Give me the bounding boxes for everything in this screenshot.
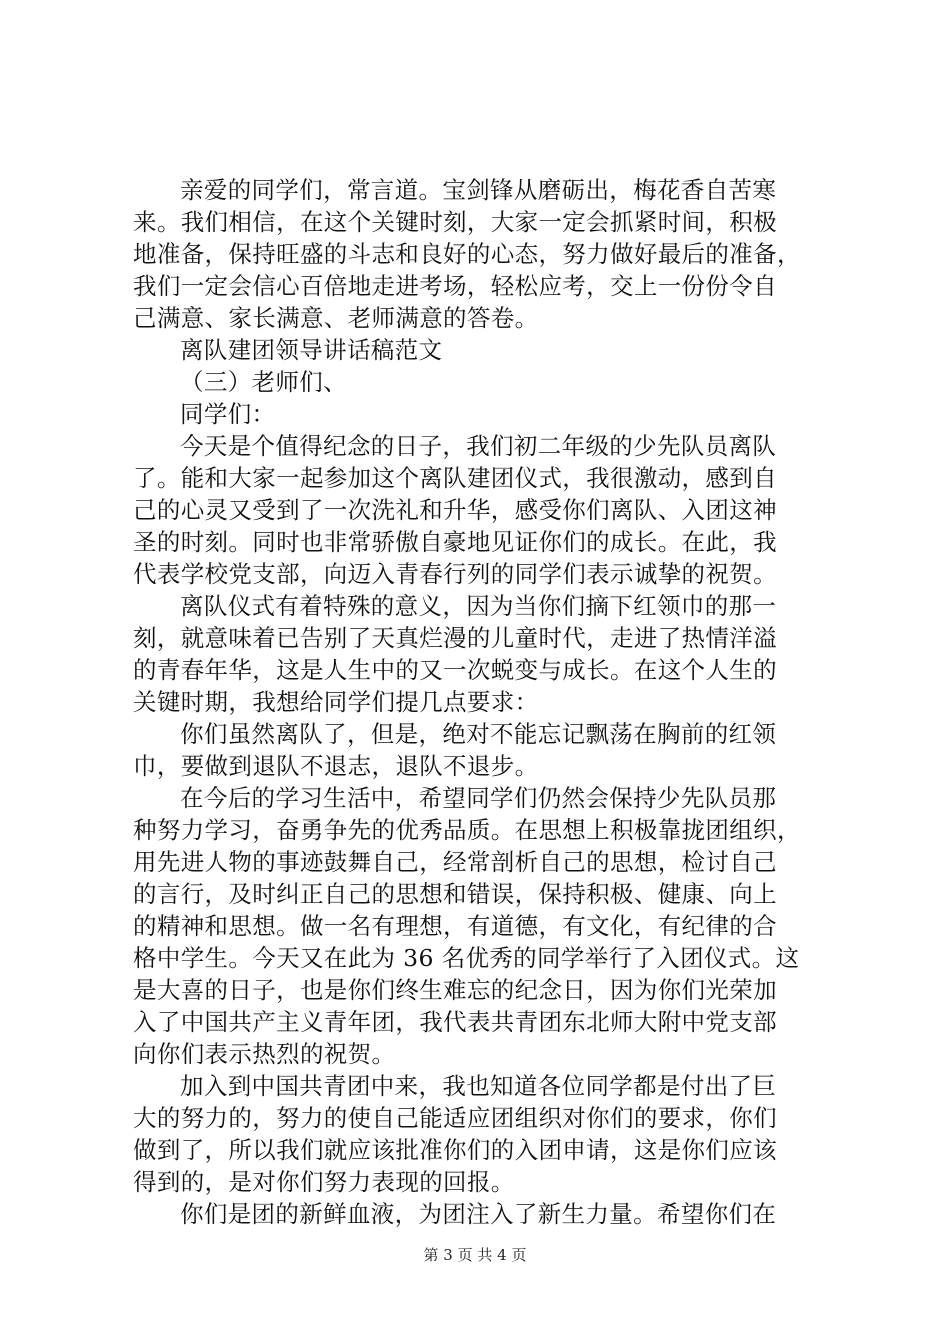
body-line: 的青春年华，这是人生中的又一次蜕变与成长。在这个人生的 <box>133 656 777 684</box>
body-line: 关键时期，我想给同学们提几点要求： <box>133 688 539 716</box>
section-subheading: （三）老师们、 <box>180 368 347 396</box>
body-line: 入了中国共产主义青年团，我代表共青团东北师大附中党支部 <box>133 1008 777 1036</box>
body-line: 刻，就意味着已告别了天真烂漫的儿童时代，走进了热情洋溢 <box>133 624 777 652</box>
body-line: 你们虽然离队了，但是，绝对不能忘记飘荡在胸前的红领 <box>180 720 777 748</box>
body-line: 了。能和大家一起参加这个离队建团仪式，我很激动，感到自 <box>133 464 777 492</box>
salutation: 同学们： <box>180 400 276 428</box>
body-line: 亲爱的同学们，常言道。宝剑锋从磨砺出，梅花香自苦寒 <box>180 176 777 204</box>
body-line: 来。我们相信，在这个关键时刻，大家一定会抓紧时间，积极 <box>133 208 777 236</box>
body-line: 代表学校党支部，向迈入青春行列的同学们表示诚挚的祝贺。 <box>133 560 777 588</box>
body-line: 向你们表示热烈的祝贺。 <box>133 1040 396 1068</box>
body-line: 今天是个值得纪念的日子，我们初二年级的少先队员离队 <box>180 432 777 460</box>
body-line: 你们是团的新鲜血液，为团注入了新生力量。希望你们在 <box>180 1200 777 1228</box>
body-line: 我们一定会信心百倍地走进考场，轻松应考，交上一份份令自 <box>133 272 777 300</box>
body-line: 在今后的学习生活中，希望同学们仍然会保持少先队员那 <box>180 784 777 812</box>
body-line: 地准备，保持旺盛的斗志和良好的心态，努力做好最后的准备， <box>133 240 801 268</box>
body-line: 离队仪式有着特殊的意义，因为当你们摘下红领巾的那一 <box>180 592 777 620</box>
body-line: 圣的时刻。同时也非常骄傲自豪地见证你们的成长。在此，我 <box>133 528 777 556</box>
body-line: 用先进人物的事迹鼓舞自己，经常剖析自己的思想，检讨自己 <box>133 848 777 876</box>
body-line: 得到的，是对你们努力表现的回报。 <box>133 1168 515 1196</box>
body-line: 巾，要做到退队不退志，退队不退步。 <box>133 752 539 780</box>
body-line: 己的心灵又受到了一次洗礼和升华，感受你们离队、入团这神 <box>133 496 777 524</box>
body-line: 格中学生。今天又在此为 36 名优秀的同学举行了入团仪式。这 <box>133 944 800 972</box>
body-line: 己满意、家长满意、老师满意的答卷。 <box>133 304 539 332</box>
body-line: 的精神和思想。做一名有理想，有道德，有文化，有纪律的合 <box>133 912 777 940</box>
body-line: 做到了，所以我们就应该批准你们的入团申请，这是你们应该 <box>133 1136 777 1164</box>
body-line: 种努力学习，奋勇争先的优秀品质。在思想上积极靠拢团组织， <box>133 816 801 844</box>
body-line: 是大喜的日子，也是你们终生难忘的纪念日，因为你们光荣加 <box>133 976 777 1004</box>
section-heading: 离队建团领导讲话稿范文 <box>180 336 443 364</box>
body-line: 的言行，及时纠正自己的思想和错误，保持积极、健康、向上 <box>133 880 777 908</box>
body-line: 加入到中国共青团中来，我也知道各位同学都是付出了巨 <box>180 1072 777 1100</box>
page-number-footer: 第 3 页 共 4 页 <box>423 1246 527 1264</box>
body-line: 大的努力的，努力的使自己能适应团组织对你们的要求，你们 <box>133 1104 777 1132</box>
